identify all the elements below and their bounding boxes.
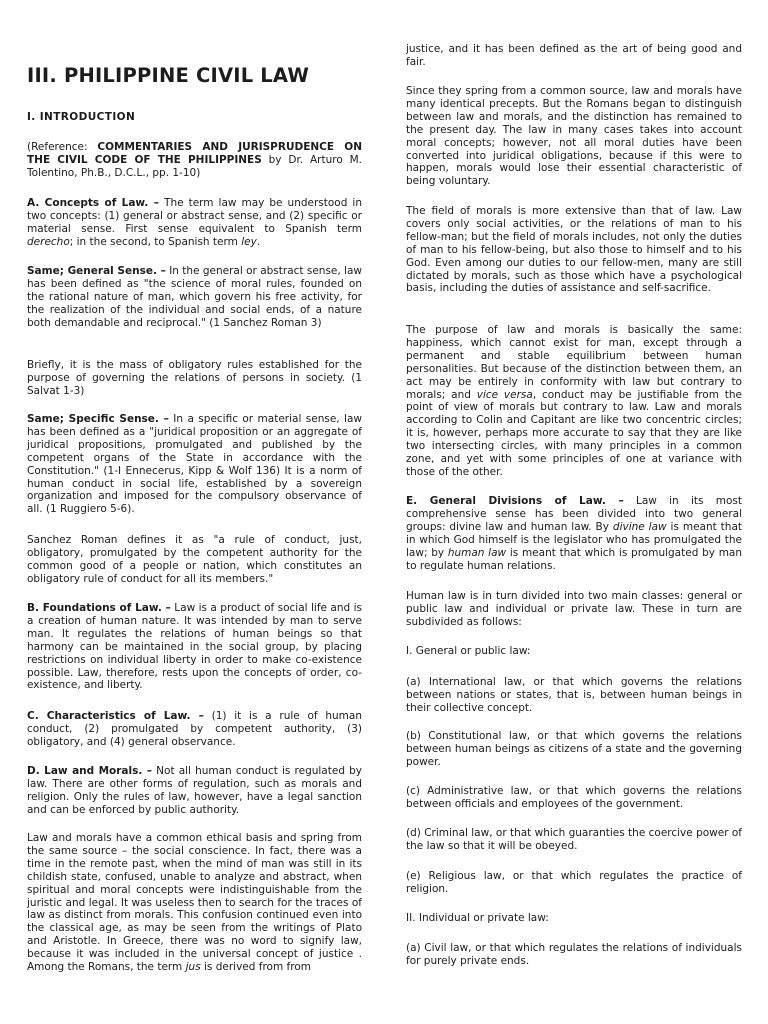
reference-paragraph: (Reference: COMMENTARIES AND JURISPRUDENCE ON THE CIVIL CODE OF THE PHILIPPINES by Dr. Arturo M. Tolentino, Ph.B., D.C.L., pp. 1-10): [27, 141, 362, 179]
purpose-paragraph: The purpose of law and morals is basically the same: happiness, which cannot exist for man, except through a permanent and stable equilibrium between human personalities. But because of the distinction between them, an act may be entirely in conformity with law but contrary to morals; and vice versa, conduct may be justifiable from the point of view of morals but contrary to law. Law and morals according to Colin and Capitant are like two concentric circles; it is, however, perhaps more accurate to say that they are like two intersecting circles, with many principles in a common zone, and yet with some principles of one at variance with those of the other.: [406, 324, 742, 478]
characteristics-paragraph: C. Characteristics of Law. – (1) it is a rule of human conduct, (2) promulgated by competent authority, (3) obligatory, and (4) general observance.: [27, 710, 362, 748]
civil-law-item: (a) Civil law, or that which regulates the relations of individuals for purely private ends.: [406, 942, 742, 967]
human-law-paragraph: Human law is in turn divided into two main classes: general or public law and individual or private law. These in turn are subdivided as follows:: [406, 590, 742, 628]
specific-sense-paragraph: Same; Specific Sense. – In a specific or material sense, law has been defined as a "juridical proposition or an aggregate of juridical propositions, promulgated and published by the competent organs of the State in accordance with the Constitution." (1-I Ennecerus, Kipp & Wolf 136) It is a norm of human conduct in social life, established by a sovereign organization and imposed for the compulsory observance of all. (1 Ruggiero 5-6).: [27, 413, 362, 516]
common-source-paragraph: Since they spring from a common source, law and morals have many identical precepts. But the Romans began to distinguish between law and morals, and the distinction has remained to the present day. The law in many cases takes into account moral concepts; however, not all moral duties have been converted into juridical obligations, because if this were to happen, morals would lose their essential characteristic of being voluntary.: [406, 85, 742, 188]
foundations-paragraph: B. Foundations of Law. – Law is a product of social life and is a creation of human nature. It was intended by man to serve man. It regulates the relations of human beings so that harmony can be maintained in the social group, by placing restrictions on individual liberty in order to make co-existence possible. Law, therefore, rests upon the concepts of order, co-existence, and liberty.: [27, 602, 362, 692]
section-heading: I. INTRODUCTION: [27, 111, 136, 123]
common-basis-paragraph: Law and morals have a common ethical basis and spring from the same source – the social conscience. In fact, there was a time in the remote past, when the mind of man was still in its childish state, confused, unable to analyze and abstract, when spiritual and moral concepts were indistinguishable from the juristic and legal. It was useless then to search for the traces of law as distinct from morals. This confusion continued even into the classical age, as may be seen from the writings of Plato and Aristotle. In Greece, there was no word to signify law, because it was included in the universal concept of justice . Among the Romans, the term jus is derived from from: [27, 832, 362, 974]
briefly-paragraph: Briefly, it is the mass of obligatory rules established for the purpose of governing the relations of persons in society. (1 Salvat 1-3): [27, 359, 362, 397]
law-morals-paragraph: D. Law and Morals. – Not all human conduct is regulated by law. There are other forms of regulation, such as morals and religion. Only the rules of law, however, have a legal sanction and can be enforced by public authority.: [27, 765, 362, 816]
private-law-heading: II. Individual or private law:: [406, 912, 549, 924]
continued-paragraph: justice, and it has been defined as the art of being good and fair.: [406, 43, 742, 68]
field-of-morals-paragraph: The field of morals is more extensive than that of law. Law covers only social activities, or the relations of man to his fellow-man; but the field of morals includes, not only the duties of man to his fellow-being, but also those to himself and to his God. Even among our duties to our fellow-men, many are still dictated by morals, such as those which have a psychological basis, including the duties of assistance and self-sacrifice.: [406, 205, 742, 295]
page-title: III. PHILIPPINE CIVIL LAW: [27, 64, 310, 87]
concepts-paragraph: A. Concepts of Law. – The term law may be understood in two concepts: (1) general or abstract sense, and (2) specific or material sense. First sense equivalent to Spanish term derecho; in the second, to Spanish term ley.: [27, 197, 362, 248]
criminal-law-item: (d) Criminal law, or that which guaranties the coercive power of the law so that it will be obeyed.: [406, 827, 742, 852]
general-sense-paragraph: Same; General Sense. – In the general or abstract sense, law has been defined as "the science of moral rules, founded on the rational nature of man, which govern his free activity, for the realization of the individual and social ends, of a nature both demandable and reciprocal." (1 Sanchez Roman 3): [27, 265, 362, 329]
administrative-law-item: (c) Administrative law, or that which governs the relations between officials and employees of the government.: [406, 785, 742, 810]
religious-law-item: (e) Religious law, or that which regulates the practice of religion.: [406, 870, 742, 895]
international-law-item: (a) International law, or that which governs the relations between nations or states, that is, between human beings in their collective concept.: [406, 676, 742, 714]
sanchez-paragraph: Sanchez Roman defines it as "a rule of conduct, just, obligatory, promulgated by the competent authority for the common good of a people or nation, which constitutes an obligatory rule of conduct for all its members.": [27, 534, 362, 585]
constitutional-law-item: (b) Constitutional law, or that which governs the relations between human beings as citizens of a state and the governing power.: [406, 730, 742, 768]
general-divisions-paragraph: E. General Divisions of Law. – Law in its most comprehensive sense has been divided into two general groups: divine law and human law. By divine law is meant that in which God himself is the legislator who has promulgated the law; by human law is meant that which is promulgated by man to regulate human relations.: [406, 495, 743, 572]
public-law-heading: I. General or public law:: [406, 645, 531, 657]
